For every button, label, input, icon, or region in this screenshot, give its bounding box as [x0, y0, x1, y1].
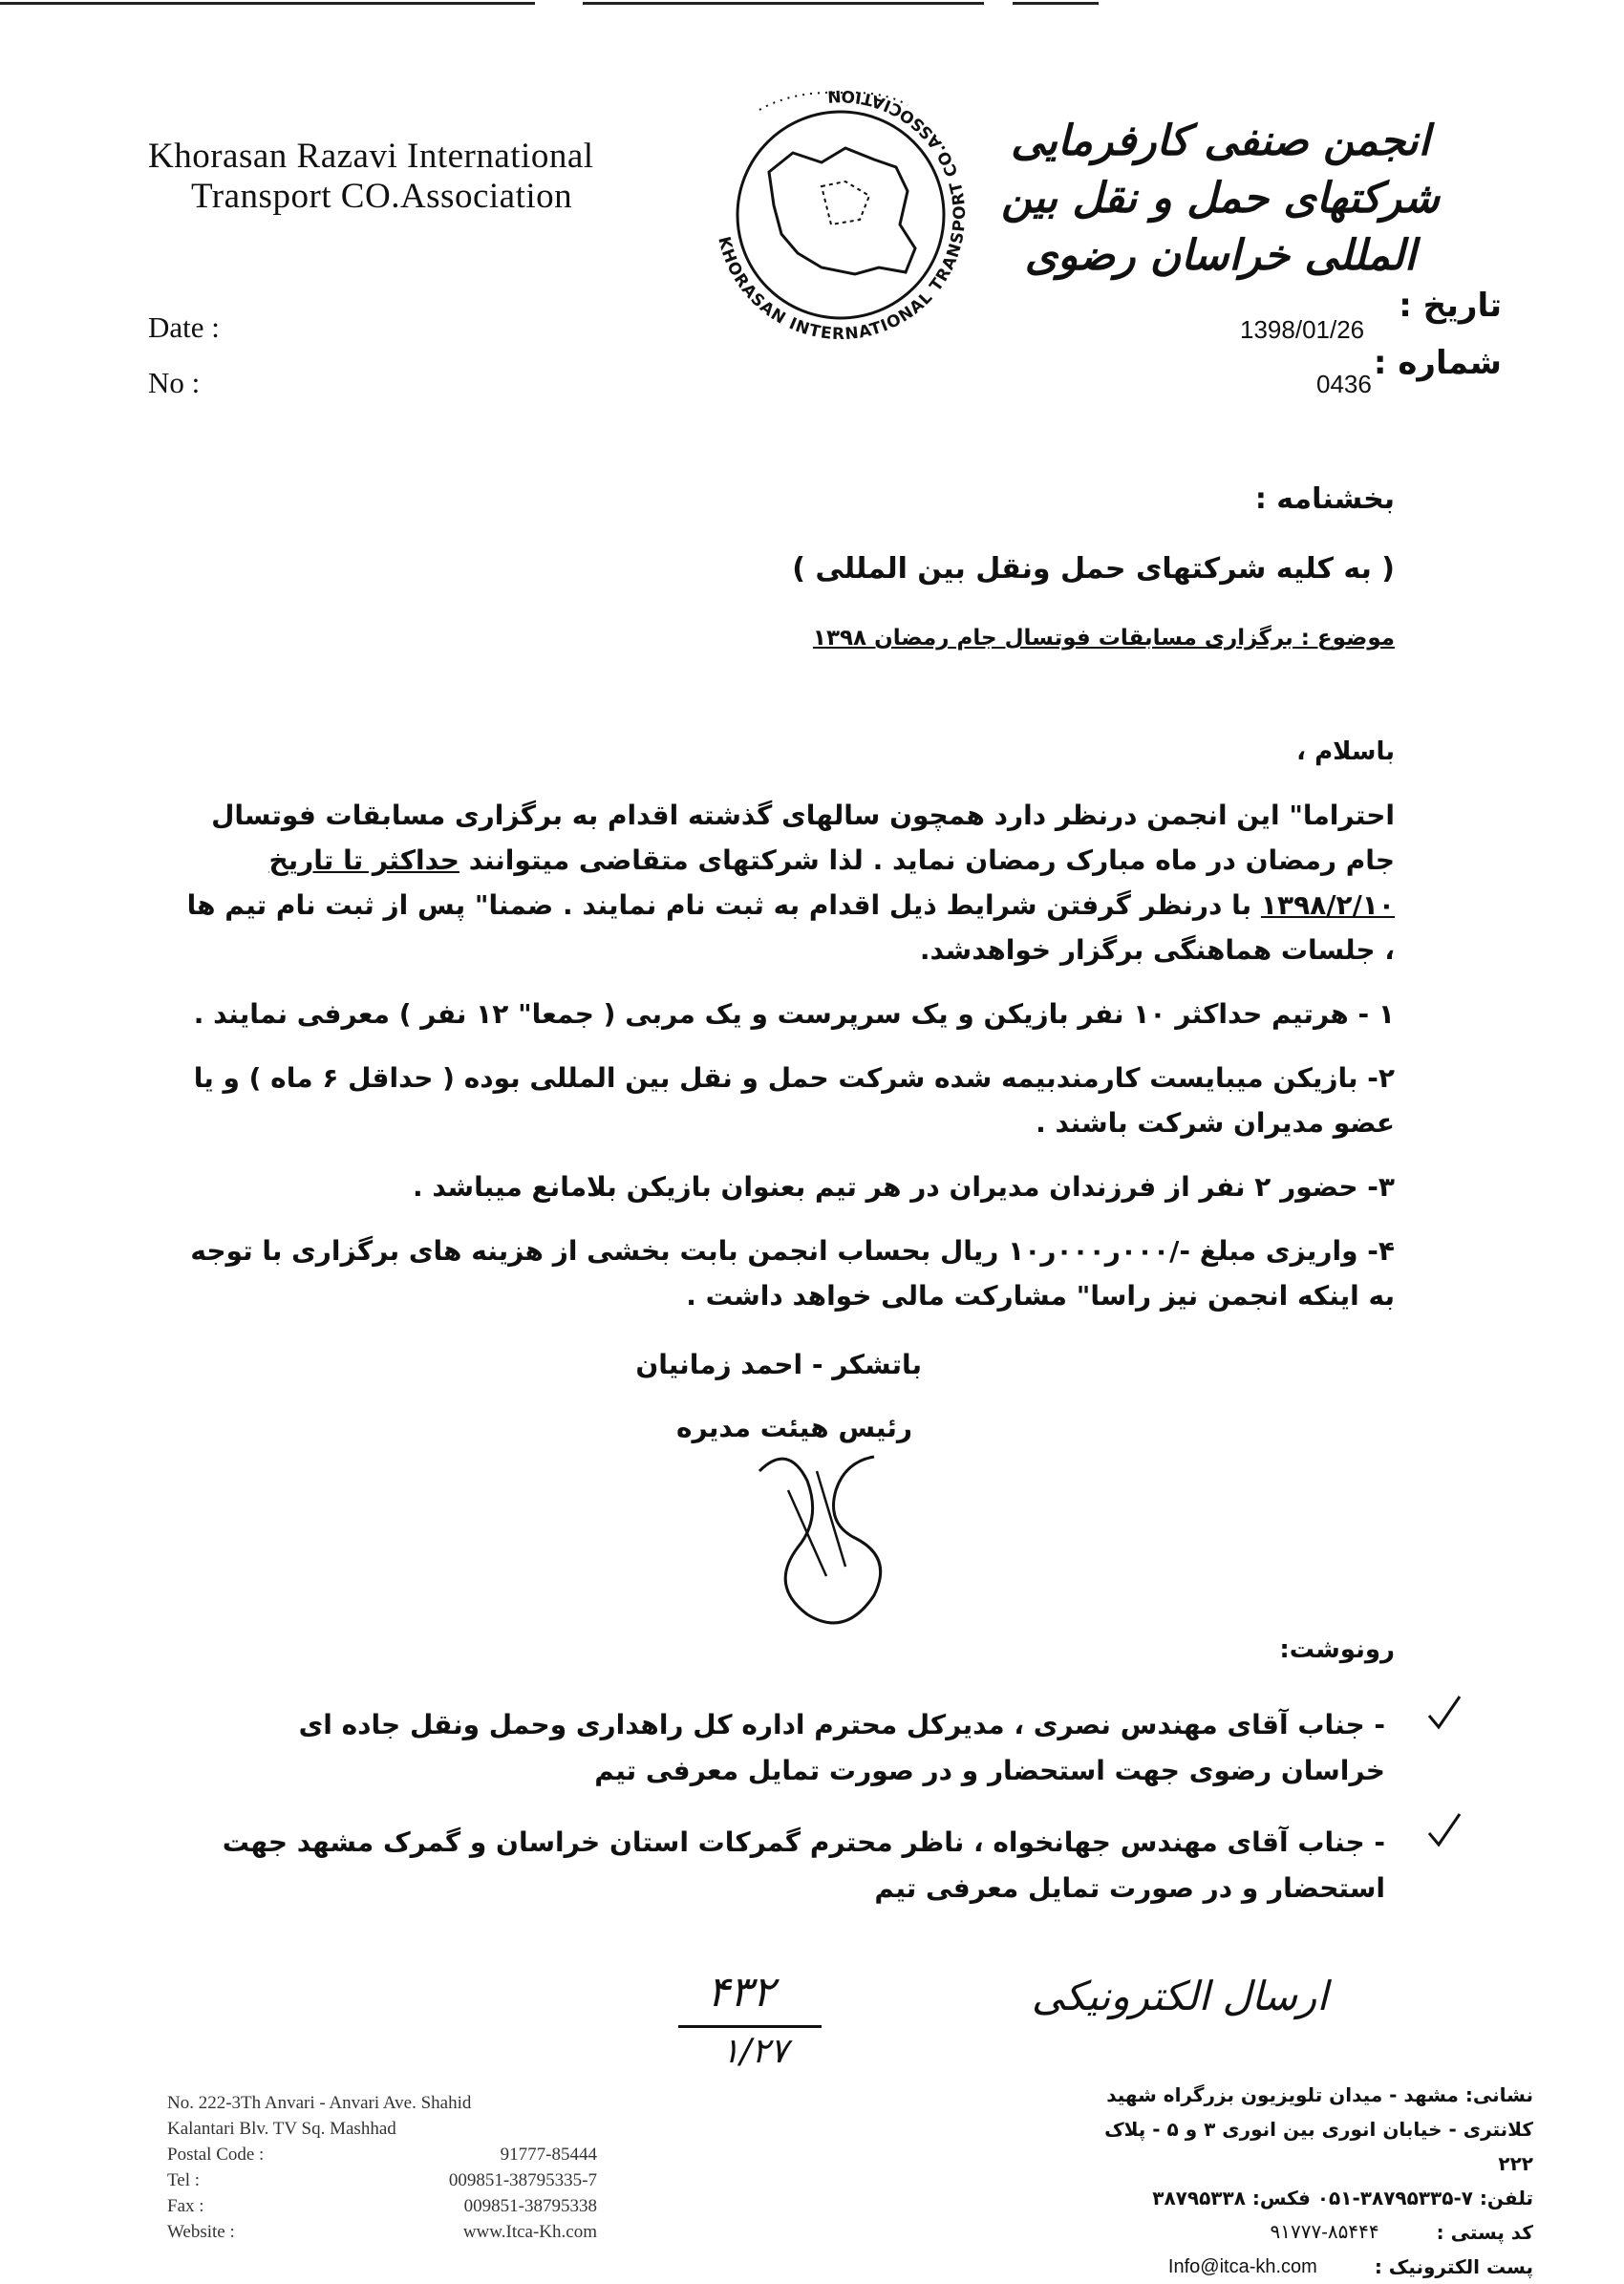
subject-line: موضوع : برگزاری مسابقات فوتسال جام رمضان ۱۳۹۸ — [812, 626, 1395, 651]
condition-item: ۱ - هرتیم حداکثر ۱۰ نفر بازیکن و یک سرپرست و یک مربی ( جمعا" ۱۲ نفر ) معرفی نمایند . — [193, 998, 1395, 1030]
footer-row — [1079, 2250, 1533, 2284]
deadline-text: حداکثر تا تاریخ ۱۳۹۸/۲/۱۰ — [268, 844, 1395, 921]
website-link[interactable]: www.Itca-Kh.com — [462, 2222, 597, 2242]
footer-phone-fax-fa: تلفن: ۷-۳۸۷۹۵۳۳۵-۰۵۱ فکس: ۳۸۷۹۵۳۳۸ — [1152, 2187, 1533, 2209]
check-mark-icon — [1423, 1808, 1465, 1850]
organization-name-persian: انجمن صنفی کارفرمایی شرکتهای حمل و نقل بین المللی خراسان رضوی — [1001, 117, 1440, 280]
greeting: باسلام ، — [1296, 737, 1395, 766]
intro-continuation: با درنظر گرفتن شرایط ذیل اقدام به ثبت نام نمایند . ضمنا" پس از ثبت نام تیم ها ، جلسات هماهنگی برگزار خواهدشد. — [186, 889, 1395, 966]
org-name-en-line-1: Khorasan Razavi International — [148, 137, 594, 176]
number-label-en: No : — [148, 366, 201, 399]
handwritten-date: ۱/۲۷ — [721, 2032, 789, 2071]
footer-row — [167, 2116, 597, 2142]
footer-row — [167, 2167, 597, 2193]
postal-code: 91777-85444 — [500, 2145, 597, 2165]
org-name-en-line-2: Transport CO.Association — [191, 177, 573, 216]
handwritten-underline — [678, 2025, 822, 2028]
footer-row — [167, 2193, 597, 2219]
postal-code-fa: ۹۱۷۷۷-۸۵۴۴۴ — [1270, 2222, 1379, 2243]
intro-paragraph — [182, 793, 1395, 972]
footer-contact-persian — [1079, 2078, 1533, 2284]
footer-label: پست الکترونیک : — [1374, 2255, 1533, 2278]
footer-address-fa: نشانی: مشهد - میدان تلویزیون بزرگراه شهید کلانتری - خیابان انوری بین انوری ۳ و ۵ - پلاک ۲۲۲ — [1104, 2083, 1533, 2175]
footer-row — [167, 2142, 597, 2167]
svg-text:KHORASAN INTERNATIONAL TRANSPO — [714, 86, 970, 344]
circular-heading: بخشنامه : — [1254, 482, 1395, 516]
fax-number: 009851-38795338 — [463, 2196, 597, 2216]
cc-recipient: - جناب آقای مهندس جهانخواه ، ناظر محترم گمرکات استان خراسان و گمرک مشهد جهت استحضار و در صورت تمایل معرفی تیم — [222, 1826, 1385, 1904]
footer-row — [167, 2090, 597, 2116]
closing-signatory: باتشکر - احمد زمانیان — [635, 1349, 922, 1380]
condition-item: ۴- واریزی مبلغ -/۰۰۰ر۰۰۰ر۱۰ ریال بحساب انجمن بابت بخشی از هزینه های برگزاری با توجه به اینکه انجمن نیز راسا" مشارکت مالی خواهد داشت . — [190, 1235, 1395, 1312]
footer-label: Website : — [167, 2222, 235, 2242]
number-value: 0436 — [1316, 370, 1372, 398]
footer-label: Tel : — [167, 2170, 201, 2190]
recipient-line: ( به کلیه شرکتهای حمل ونقل بین المللی ) — [792, 552, 1395, 586]
condition-item: ۳- حضور ۲ نفر از فرزندان مدیران در هر تیم بعنوان بازیکن بلامانع میباشد . — [413, 1171, 1395, 1203]
scan-edge-line — [0, 2, 535, 5]
handwritten-note: ارسال الکترونیکی — [1031, 1973, 1328, 2019]
footer-row — [167, 2219, 597, 2245]
date-label-fa: تاریخ : — [1399, 287, 1502, 325]
footer-address: Kalantari Blv. TV Sq. Mashhad — [167, 2119, 396, 2139]
phone-number: 009851-38795335-7 — [448, 2170, 597, 2190]
cc-heading: رونوشت: — [1279, 1635, 1395, 1664]
footer-row — [1079, 2215, 1533, 2250]
footer-contact-english — [167, 2090, 597, 2245]
number-label-fa: شماره : — [1373, 344, 1502, 382]
signatory-position: رئیس هیئت مدیره — [675, 1412, 912, 1443]
condition-item: ۲- بازیکن میبایست کارمندبیمه شده شرکت حمل و نقل بین المللی بوده ( حداقل ۶ ماه ) و یا عضو مدیران شرکت باشند . — [193, 1062, 1395, 1139]
intro-text: احتراما" این انجمن درنظر دارد همچون سالهای گذشته اقدام به برگزاری مسابقات فوتسال جام رمضان در ماه مبارک رمضان نماید . لذا شرکتهای متقاضی میتوانند — [211, 800, 1395, 876]
organization-name-english — [148, 137, 594, 217]
handwritten-number: ۴۳۲ — [707, 1968, 775, 2017]
scan-edge-line — [583, 2, 984, 5]
footer-address: No. 222-3Th Anvari - Anvari Ave. Shahid — [167, 2093, 472, 2113]
scan-edge-line — [1013, 2, 1099, 5]
handwritten-signature — [731, 1433, 903, 1653]
date-value: 1398/01/26 — [1240, 315, 1365, 344]
seal-text: KHORASAN INTERNATIONAL TRANSPORT CO.ASSOCIATION — [714, 85, 971, 345]
letter-body — [182, 793, 1395, 1318]
cc-recipient: - جناب آقای مهندس نصری ، مدیرکل محترم اداره کل راهداری وحمل ونقل جاده ای خراسان رضوی جهت استحضار و در صورت تمایل معرفی تیم — [298, 1709, 1385, 1786]
footer-label: کد پستی : — [1436, 2221, 1533, 2244]
footer-label: Postal Code : — [167, 2145, 265, 2165]
date-label-en: Date : — [148, 310, 220, 344]
handwritten-registry-note — [669, 1925, 1395, 2078]
footer-label: Fax : — [167, 2196, 204, 2216]
check-mark-icon — [1423, 1691, 1465, 1733]
email-link[interactable]: Info@itca-kh.com — [1167, 2256, 1317, 2277]
